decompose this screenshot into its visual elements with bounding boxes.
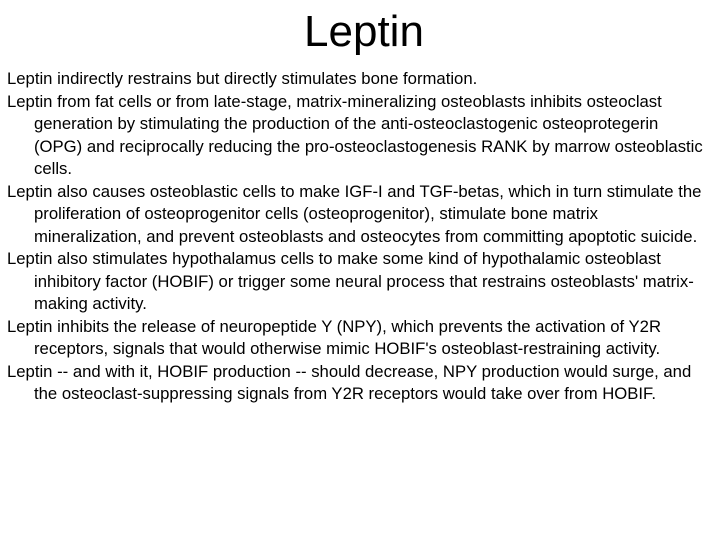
paragraph-igf-tgf: Leptin also causes osteoblastic cells to make IGF-I and TGF-betas, which in turn stimulate the proliferation of osteoprogenitor cells (osteoprogenitor), stimulate bone matrix mineralization, and prevent osteoblasts and osteocytes from committing apoptotic suicide. [7,181,702,246]
slide-title: Leptin [304,7,424,56]
paragraph-npy-y2r: Leptin inhibits the release of neuropeptide Y (NPY), which prevents the activation of Y2R receptors, signals that would otherwise mimic HOBIF's osteoblast-restraining activity. [7,316,661,358]
paragraph-hypothalamus-hobif: Leptin also stimulates hypothalamus cells to make some kind of hypothalamic osteoblast inhibitory factor (HOBIF) or trigger some neural process that restrains osteoblasts' matrix-making activity. [7,249,694,313]
slide-body [7,68,707,406]
paragraph-osteoclast-inhibition: Leptin from fat cells or from late-stage, matrix-mineralizing osteoblasts inhibits osteoclast generation by stimulating the production of the anti-osteoclastogenic osteoprotegerin (OPG) and reciprocally reducing the pro-osteoclastogenesis RANK by marrow osteoblastic cells. [7,91,703,178]
paragraph-bone-formation: Leptin indirectly restrains but directly stimulates bone formation. [7,69,478,88]
paragraph-leptin-decrease: Leptin -- and with it, HOBIF production -- should decrease, NPY production would surge, and the osteoclast-suppressing signals from Y2R receptors would take over from HOBIF. [7,361,692,403]
